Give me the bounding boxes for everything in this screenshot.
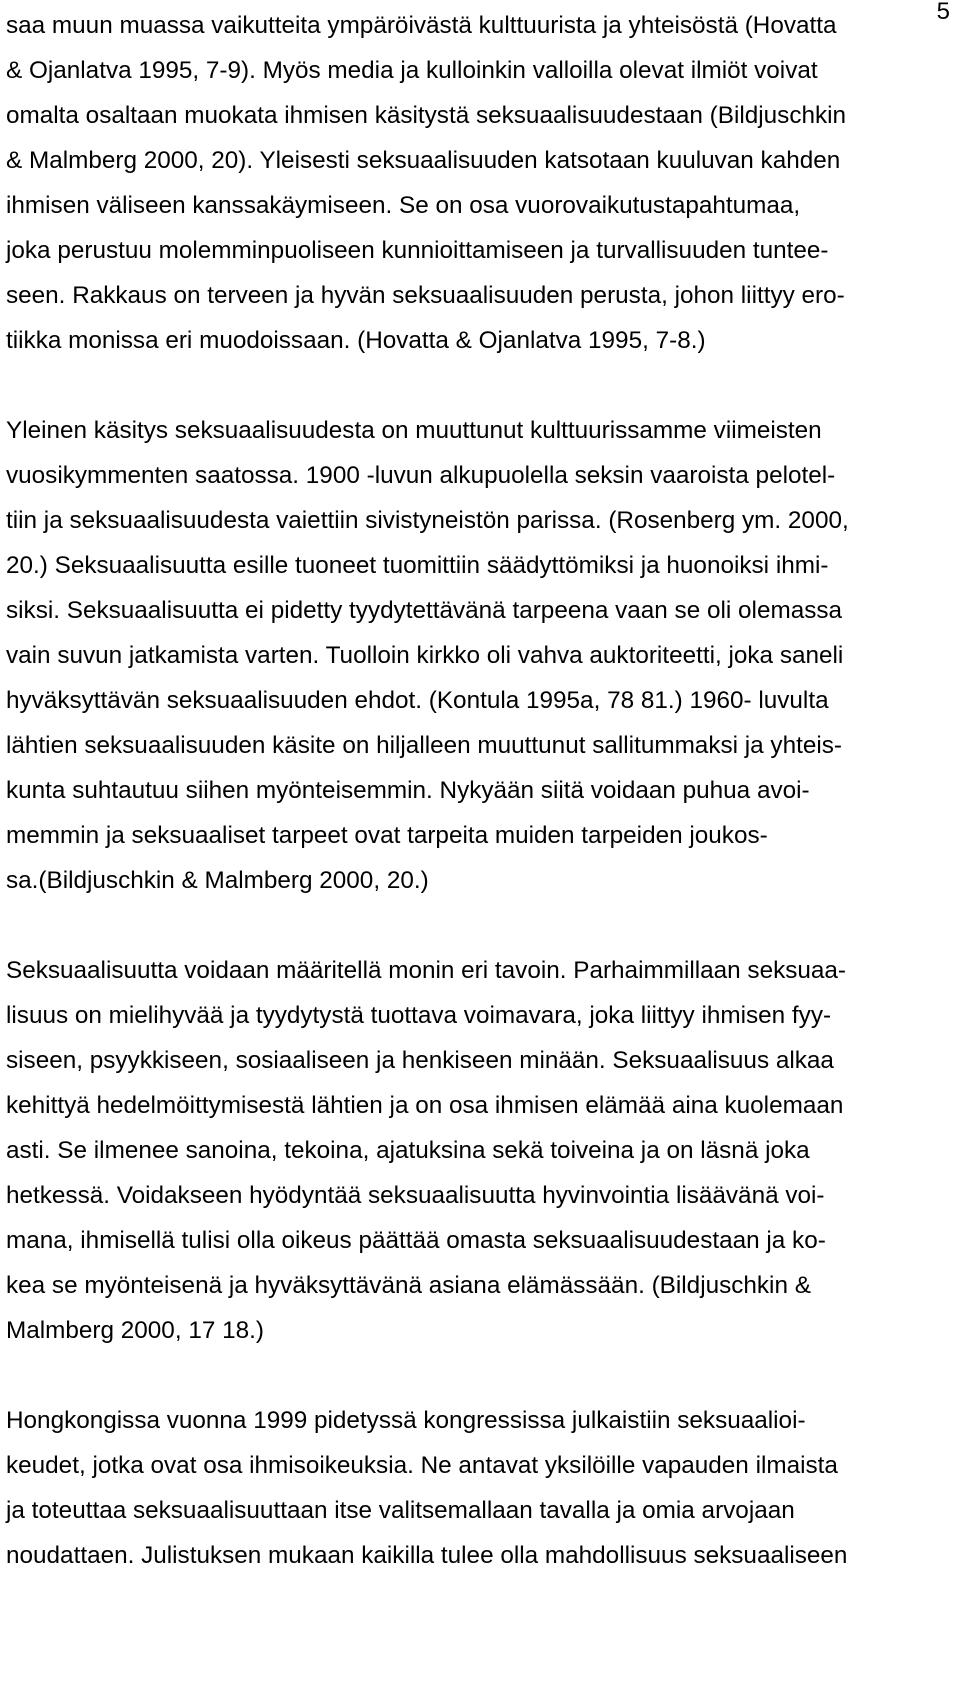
text-line: kea se myönteisenä ja hyväksyttävänä asiana elämässään. (Bildjuschkin & xyxy=(6,1272,811,1299)
text-line: asti. Se ilmenee sanoina, tekoina, ajatuksina sekä toiveina ja on läsnä joka xyxy=(6,1137,810,1164)
text-line: seen. Rakkaus on terveen ja hyvän seksuaalisuuden perusta, johon liittyy ero- xyxy=(6,282,845,309)
text-line: & Ojanlatva 1995, 7-9). Myös media ja kulloinkin valloilla olevat ilmiöt voivat xyxy=(6,57,818,84)
text-line: keudet, jotka ovat osa ihmisoikeuksia. Ne antavat yksilöille vapauden ilmaista xyxy=(6,1452,838,1479)
text-line: siseen, psyykkiseen, sosiaaliseen ja henkiseen minään. Seksuaalisuus alkaa xyxy=(6,1047,834,1074)
text-line: Seksuaalisuutta voidaan määritellä monin eri tavoin. Parhaimmillaan seksuaa- xyxy=(6,957,847,984)
text-line: & Malmberg 2000, 20). Yleisesti seksuaalisuuden katsotaan kuuluvan kahden xyxy=(6,147,841,174)
text-line: memmin ja seksuaaliset tarpeet ovat tarpeita muiden tarpeiden joukos- xyxy=(6,822,768,849)
text-line: joka perustuu molemminpuoliseen kunnioittamiseen ja turvallisuuden tuntee- xyxy=(6,237,829,264)
text-line: tiin ja seksuaalisuudesta vaiettiin sivistyneistön parissa. (Rosenberg ym. 2000, xyxy=(6,507,849,534)
text-line: tiikka monissa eri muodoissaan. (Hovatta & Ojanlatva 1995, 7-8.) xyxy=(6,327,706,354)
text-line: hetkessä. Voidakseen hyödyntää seksuaalisuutta hyvinvointia lisäävänä voi- xyxy=(6,1182,825,1209)
text-line: siksi. Seksuaalisuutta ei pidetty tyydytettävänä tarpeena vaan se oli olemassa xyxy=(6,597,843,624)
text-line: Yleinen käsitys seksuaalisuudesta on muuttunut kulttuurissamme viimeisten xyxy=(6,417,822,444)
text-line: ihmisen väliseen kanssakäymiseen. Se on osa vuorovaikutustapahtumaa, xyxy=(6,192,801,219)
text-line: Malmberg 2000, 17 18.) xyxy=(6,1317,264,1344)
text-line: mana, ihmisellä tulisi olla oikeus päättää omasta seksuaalisuudestaan ja ko- xyxy=(6,1227,826,1254)
text-line: Hongkongissa vuonna 1999 pidetyssä kongressissa julkaistiin seksuaalioi- xyxy=(6,1407,806,1434)
text-line: noudattaen. Julistuksen mukaan kaikilla tulee olla mahdollisuus seksuaaliseen xyxy=(6,1542,848,1569)
text-line: kehittyä hedelmöittymisestä lähtien ja on osa ihmisen elämää aina kuolemaan xyxy=(6,1092,844,1119)
text-line: lisuus on mielihyvää ja tyydytystä tuottava voimavara, joka liittyy ihmisen fyy- xyxy=(6,1002,832,1029)
text-line: saa muun muassa vaikutteita ympäröivästä kulttuurista ja yhteisöstä (Hovatta xyxy=(6,12,837,39)
text-line: 20.) Seksuaalisuutta esille tuoneet tuomittiin säädyttömiksi ja huonoiksi ihmi- xyxy=(6,552,829,579)
page-number: 5 xyxy=(936,0,950,25)
text-line: omalta osaltaan muokata ihmisen käsitystä seksuaalisuudestaan (Bildjuschkin xyxy=(6,102,847,129)
text-line: lähtien seksuaalisuuden käsite on hiljalleen muuttunut sallitummaksi ja yhteis- xyxy=(6,732,842,759)
text-line: vain suvun jatkamista varten. Tuolloin kirkko oli vahva auktoriteetti, joka saneli xyxy=(6,642,844,669)
text-line: kunta suhtautuu siihen myönteisemmin. Nykyään siitä voidaan puhua avoi- xyxy=(6,777,810,804)
text-line: ja toteuttaa seksuaalisuuttaan itse valitsemallaan tavalla ja omia arvojaan xyxy=(6,1497,795,1524)
text-line: hyväksyttävän seksuaalisuuden ehdot. (Kontula 1995a, 78 81.) 1960- luvulta xyxy=(6,687,829,714)
text-line: sa.(Bildjuschkin & Malmberg 2000, 20.) xyxy=(6,867,429,894)
text-line: vuosikymmenten saatossa. 1900 -luvun alkupuolella seksin vaaroista pelotel- xyxy=(6,462,836,489)
